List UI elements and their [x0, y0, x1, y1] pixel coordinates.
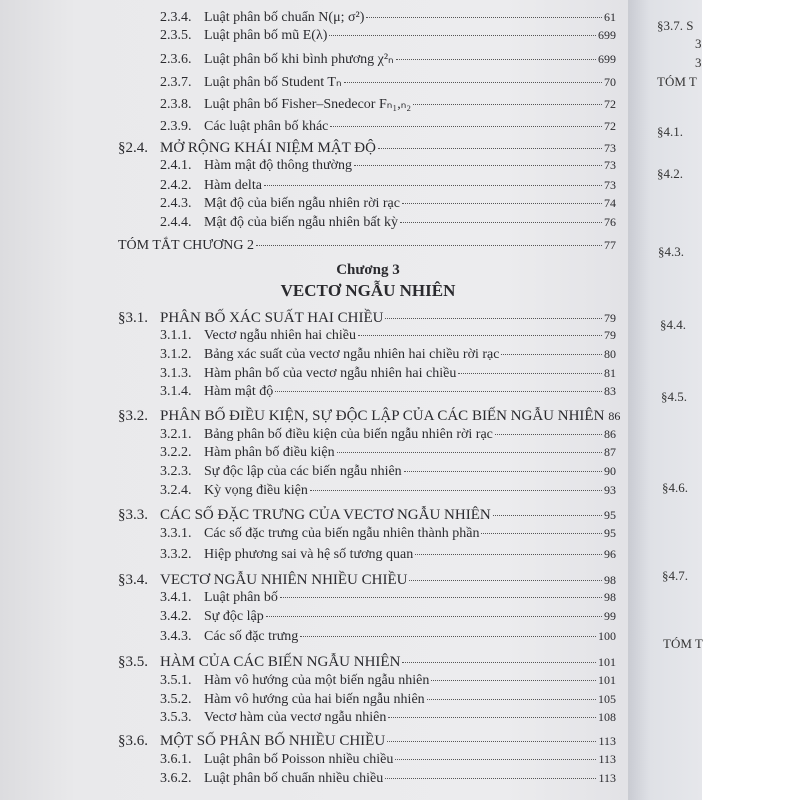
dot-leader	[329, 35, 596, 36]
dot-leader	[396, 59, 596, 60]
entry-title: Mật độ của biến ngẫu nhiên bất kỳ	[204, 215, 399, 230]
entry-title: Các số đặc trưng của biến ngẫu nhiên thành phần	[204, 526, 480, 541]
entry-label	[160, 483, 308, 499]
dot-leader	[256, 245, 602, 246]
entry-title: MỞ RỘNG KHÁI NIỆM MẬT ĐỘ	[160, 140, 376, 156]
entry-label	[160, 547, 413, 563]
dot-leader	[413, 104, 602, 105]
facing-page-text: §4.3.	[658, 244, 684, 259]
toc-subsection-entry	[160, 215, 616, 231]
page-number: 95	[604, 508, 616, 522]
toc-subsection-entry	[160, 384, 616, 400]
toc-section-entry	[118, 572, 616, 589]
toc-section-entry	[118, 310, 616, 327]
entry-title: TÓM TẮT CHƯƠNG 2	[118, 238, 254, 253]
entry-label	[160, 384, 273, 400]
dot-leader	[458, 373, 602, 374]
dot-leader	[354, 165, 602, 166]
dot-leader	[402, 203, 602, 204]
entry-label	[160, 752, 393, 768]
toc-subsection-entry	[160, 196, 616, 212]
dot-leader	[337, 452, 602, 453]
toc-subsection-entry	[160, 178, 616, 194]
dot-leader	[266, 616, 602, 617]
facing-page-text: TÓM T	[663, 636, 703, 651]
toc-subsection-entry	[160, 74, 616, 91]
dot-leader	[264, 185, 602, 186]
entry-number: 3.1.1.	[160, 328, 192, 343]
page-number: 86	[604, 427, 616, 441]
entry-number: 3.2.4.	[160, 483, 192, 498]
toc-subsection-entry	[160, 427, 616, 443]
entry-label	[160, 710, 386, 726]
dot-leader	[427, 699, 596, 700]
dot-leader	[395, 759, 596, 760]
dot-leader	[385, 318, 602, 319]
entry-title: Hàm vô hướng của hai biến ngẫu nhiên	[204, 692, 425, 707]
entry-label	[160, 445, 335, 461]
entry-label	[160, 178, 262, 194]
page-number: 77	[604, 238, 616, 252]
entry-title: Mật độ của biến ngẫu nhiên rời rạc	[204, 196, 400, 211]
dot-leader	[481, 533, 602, 534]
page-number: 72	[604, 119, 616, 133]
entry-title: Hàm phân bố của vectơ ngẫu nhiên hai chiều	[204, 366, 457, 381]
dot-leader	[415, 554, 602, 555]
entry-title: Luật phân bố mũ E(λ)	[204, 28, 328, 43]
entry-label	[160, 771, 383, 787]
toc-subsection-entry	[160, 445, 616, 461]
dot-leader	[330, 126, 602, 127]
toc-subsection-entry	[160, 771, 616, 787]
entry-label	[160, 366, 456, 382]
entry-label	[160, 347, 499, 363]
entry-number: §3.6.	[118, 733, 148, 749]
entry-label	[160, 328, 356, 344]
toc-subsection-entry	[160, 526, 616, 542]
toc-subsection-entry	[160, 629, 616, 645]
entry-label	[160, 692, 425, 708]
page-number: 76	[604, 215, 616, 229]
toc-section-entry	[118, 507, 616, 524]
entry-number: §2.4.	[118, 140, 148, 156]
toc-subsection-entry	[160, 51, 616, 68]
entry-label	[160, 464, 402, 480]
entry-label	[160, 28, 327, 44]
dot-leader	[310, 490, 602, 491]
entry-number: 2.4.3.	[160, 196, 192, 211]
entry-title: Hàm phân bố điều kiện	[204, 445, 335, 460]
toc-subsection-entry	[160, 328, 616, 344]
entry-title: Luật phân bố khi bình phương χ²ₙ	[204, 52, 394, 67]
entry-title: Luật phân bố Student Tₙ	[204, 75, 342, 90]
entry-title: Hàm mật độ	[204, 384, 274, 399]
entry-number: 2.3.7.	[160, 75, 192, 90]
page-number: 105	[598, 692, 616, 706]
toc-subsection-entry	[160, 547, 616, 563]
entry-number: 2.4.1.	[160, 158, 192, 173]
facing-page-text: §4.1.	[657, 124, 683, 139]
entry-title: Vectơ ngẫu nhiên hai chiều	[204, 328, 357, 343]
dot-leader	[495, 434, 602, 435]
entry-title: HÀM CỦA CÁC BIẾN NGẪU NHIÊN	[160, 654, 401, 670]
entry-number: 3.1.2.	[160, 347, 192, 362]
entry-title: Sự độc lập	[204, 609, 264, 624]
entry-number: §3.2.	[118, 408, 148, 424]
page-number: 101	[598, 655, 616, 669]
entry-number: 3.1.3.	[160, 366, 192, 381]
toc-subsection-entry	[160, 692, 616, 708]
entry-title: Hàm vô hướng của một biến ngẫu nhiên	[204, 673, 430, 688]
page-number: 79	[604, 328, 616, 342]
entry-label	[118, 507, 491, 524]
page-number: 73	[604, 141, 616, 155]
entry-title: VECTƠ NGẪU NHIÊN NHIỀU CHIỀU	[160, 572, 408, 588]
dot-leader	[358, 335, 602, 336]
entry-title: Luật phân bố Poisson nhiều chiều	[204, 752, 394, 767]
toc-subsection-entry	[160, 10, 616, 26]
page-number: 83	[604, 384, 616, 398]
dot-leader	[501, 354, 602, 355]
entry-title: CÁC SỐ ĐẶC TRƯNG CỦA VECTƠ NGẪU NHIÊN	[160, 507, 491, 523]
entry-number: 2.3.4.	[160, 10, 192, 25]
entry-title: Các số đặc trưng	[204, 629, 299, 644]
entry-title: Sự độc lập của các biến ngẫu nhiên	[204, 464, 402, 479]
entry-number: 2.3.6.	[160, 52, 192, 67]
page-number: 90	[604, 464, 616, 478]
entry-number: §3.5.	[118, 654, 148, 670]
entry-label	[160, 96, 411, 113]
page-number: 86	[608, 409, 621, 423]
chapter-title: VECTƠ NGẪU NHIÊN	[280, 281, 456, 300]
page-number: 113	[598, 734, 616, 748]
dot-leader	[387, 741, 596, 742]
toc-subsection-entry	[160, 752, 616, 768]
entry-number: 3.2.3.	[160, 464, 192, 479]
toc-section-entry	[118, 408, 621, 425]
entry-number: 2.4.2.	[160, 178, 192, 193]
entry-label	[118, 310, 383, 327]
toc-subsection-entry	[160, 464, 616, 480]
entry-label	[160, 526, 479, 542]
entry-label	[160, 215, 398, 231]
facing-page-text: 3	[695, 36, 702, 51]
entry-title: Vectơ hàm của vectơ ngẫu nhiên	[204, 710, 387, 725]
entry-label	[160, 196, 400, 212]
toc-subsection-entry	[160, 483, 616, 499]
entry-label	[160, 609, 264, 625]
entry-title: Luật phân bố	[204, 590, 278, 605]
entry-title: Kỳ vọng điều kiện	[204, 483, 308, 498]
entry-title: Hàm delta	[204, 178, 262, 193]
facing-page-text: §4.7.	[662, 568, 688, 583]
entry-number: §3.3.	[118, 507, 148, 523]
dot-leader	[275, 391, 602, 392]
toc-summary-entry	[118, 238, 616, 254]
dot-leader	[385, 778, 596, 779]
entry-number: 3.4.2.	[160, 609, 192, 624]
entry-title: PHÂN BỐ XÁC SUẤT HAI CHIỀU	[160, 310, 384, 326]
dot-leader	[404, 471, 602, 472]
entry-label	[118, 572, 407, 589]
dot-leader	[400, 222, 602, 223]
toc-subsection-entry	[160, 28, 616, 44]
toc-subsection-entry	[160, 96, 616, 113]
entry-title: Hiệp phương sai và hệ số tương quan	[204, 547, 414, 562]
page-number: 70	[604, 75, 616, 89]
facing-page-text: §3.7. S	[657, 18, 694, 33]
dot-leader	[378, 148, 602, 149]
entry-number: §3.4.	[118, 572, 148, 588]
toc-subsection-entry	[160, 710, 616, 726]
page-number: 93	[604, 483, 616, 497]
entry-title: Bảng xác suất của vectơ ngẫu nhiên hai chiều rời rạc	[204, 347, 500, 362]
entry-title: Luật phân bố Fisher–Snedecor Fₙ₁,ₙ₂	[204, 97, 412, 112]
dot-leader	[280, 597, 602, 598]
entry-title: Luật phân bố chuẩn nhiều chiều	[204, 771, 384, 786]
entry-number: 3.5.1.	[160, 673, 192, 688]
page-number: 99	[604, 609, 616, 623]
toc-subsection-entry	[160, 347, 616, 363]
page-number: 80	[604, 347, 616, 361]
dot-leader	[409, 580, 602, 581]
entry-label	[118, 140, 376, 157]
facing-page-text: TÓM T	[657, 74, 697, 89]
entry-title: Hàm mật độ thông thường	[204, 158, 352, 173]
page-number: 108	[598, 710, 616, 724]
entry-label	[118, 238, 254, 254]
toc-section-entry	[118, 140, 616, 157]
page-number: 101	[598, 673, 616, 687]
entry-number: 2.3.5.	[160, 28, 192, 43]
dot-leader	[300, 636, 596, 637]
page-number: 699	[598, 52, 616, 66]
page-number: 98	[604, 573, 616, 587]
page-number: 72	[604, 97, 616, 111]
entry-label	[118, 733, 385, 750]
facing-page-text: §4.6.	[662, 480, 688, 495]
page-number: 100	[598, 629, 616, 643]
toc-subsection-entry	[160, 366, 616, 382]
entry-number: 3.2.1.	[160, 427, 192, 442]
entry-number: 3.4.1.	[160, 590, 192, 605]
entry-title: MỘT SỐ PHÂN BỐ NHIỀU CHIỀU	[160, 733, 386, 749]
entry-number: 3.6.2.	[160, 771, 192, 786]
entry-label	[160, 74, 342, 91]
page-number: 61	[604, 10, 616, 24]
page-number: 81	[604, 366, 616, 380]
entry-label	[160, 590, 278, 606]
dot-leader	[366, 17, 602, 18]
entry-label	[118, 408, 604, 425]
page-number: 98	[604, 590, 616, 604]
entry-label	[160, 10, 364, 26]
toc-section-entry	[118, 654, 616, 671]
entry-number: §3.1.	[118, 310, 148, 326]
entry-title: Bảng phân bố điều kiện của biến ngẫu nhiên rời rạc	[204, 427, 493, 442]
toc-section-entry	[118, 733, 616, 750]
dot-leader	[431, 680, 596, 681]
entry-number: 3.6.1.	[160, 752, 192, 767]
entry-label	[118, 654, 400, 671]
entry-number: 3.1.4.	[160, 384, 192, 399]
dot-leader	[344, 82, 602, 83]
entry-label	[160, 673, 429, 689]
page-number: 96	[604, 547, 616, 561]
page-number: 73	[604, 178, 616, 192]
entry-label	[160, 119, 328, 135]
facing-page-text: §4.2.	[657, 166, 683, 181]
page-number: 95	[604, 526, 616, 540]
page-number: 74	[604, 196, 616, 210]
page-number: 87	[604, 445, 616, 459]
entry-number: 3.3.1.	[160, 526, 192, 541]
page-number: 699	[598, 28, 616, 42]
chapter-label: Chương 3	[336, 262, 400, 278]
entry-number: 3.4.3.	[160, 629, 192, 644]
dot-leader	[493, 515, 602, 516]
page-number: 79	[604, 311, 616, 325]
toc-subsection-entry	[160, 609, 616, 625]
entry-title: PHÂN BỐ ĐIỀU KIỆN, SỰ ĐỘC LẬP CỦA CÁC BIẾN NGẪU NHIÊN	[160, 408, 605, 424]
entry-number: 3.2.2.	[160, 445, 192, 460]
entry-title: Luật phân bố chuẩn N(μ; σ²)	[204, 10, 365, 25]
toc-subsection-entry	[160, 590, 616, 606]
entry-number: 3.5.2.	[160, 692, 192, 707]
dot-leader	[388, 717, 596, 718]
page-number: 113	[598, 771, 616, 785]
entry-title: Các luật phân bố khác	[204, 119, 329, 134]
toc-subsection-entry	[160, 673, 616, 689]
page-number: 113	[598, 752, 616, 766]
facing-page-text: §4.5.	[661, 389, 687, 404]
entry-number: 3.5.3.	[160, 710, 192, 725]
facing-page-text: 3	[695, 55, 702, 70]
entry-number: 3.3.2.	[160, 547, 192, 562]
entry-label	[160, 158, 352, 174]
page-number: 73	[604, 158, 616, 172]
entry-number: 2.3.9.	[160, 119, 192, 134]
entry-label	[160, 427, 493, 443]
dot-leader	[402, 662, 596, 663]
entry-number: 2.3.8.	[160, 97, 192, 112]
facing-page-text: §4.4.	[660, 317, 686, 332]
entry-label	[160, 629, 298, 645]
entry-number: 2.4.4.	[160, 215, 192, 230]
toc-subsection-entry	[160, 119, 616, 135]
entry-label	[160, 51, 394, 68]
toc-subsection-entry	[160, 158, 616, 174]
